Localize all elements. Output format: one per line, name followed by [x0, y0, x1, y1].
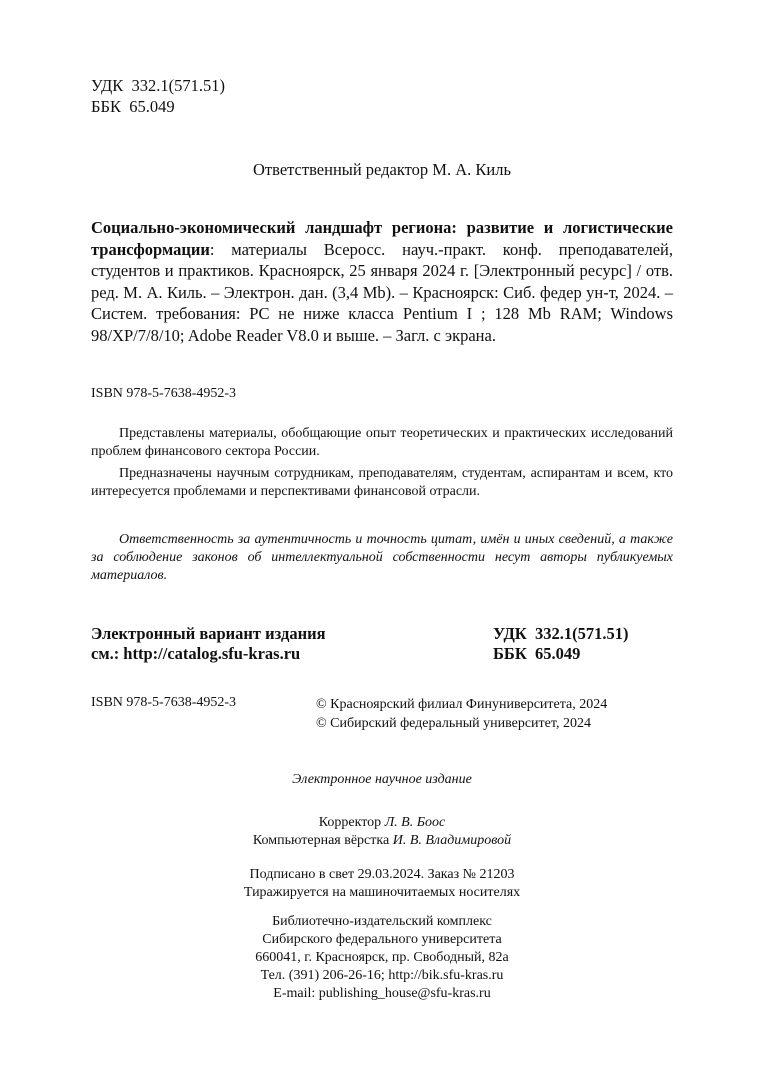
publisher-name: Сибирского федерального университета: [262, 932, 502, 947]
catalog-link: см.: http://catalog.sfu-kras.ru: [91, 644, 301, 663]
disclaimer: Ответственность за аутентичность и точность цитат, имён и иных сведений, а также за соблюдение законов об интеллектуальной собственности несут авторы публикуемых материалов.: [91, 532, 673, 583]
publisher-info: [0, 913, 764, 1003]
replication-line: Тиражируется на машиночитаемых носителях: [243, 885, 521, 900]
isbn: ISBN 978-5-7638-4952-3: [91, 695, 237, 710]
annotation: [91, 425, 673, 505]
corrector-name: Л. В. Боос: [384, 815, 446, 830]
bbk-code: ББК 65.049: [493, 644, 581, 663]
isbn: ISBN 978-5-7638-4952-3: [91, 386, 237, 401]
copyright: [316, 695, 607, 733]
copyright-line: © Красноярский филиал Финуниверситета, 2024: [316, 697, 608, 712]
udk-code: УДК 332.1(571.51): [91, 76, 226, 95]
copyright-line: © Сибирский федеральный университет, 2024: [316, 716, 591, 731]
bbk-code: ББК 65.049: [91, 97, 175, 116]
udk-code: УДК 332.1(571.51): [493, 624, 629, 643]
classification-header: [91, 75, 225, 117]
classification-footer: [493, 624, 629, 664]
corrector-line: [0, 814, 764, 832]
annotation-paragraph: Представлены материалы, обобщающие опыт теоретических и практических исследований проблем финансового сектора России.: [91, 426, 673, 459]
publisher-name: Библиотечно-издательский комплекс: [272, 914, 492, 929]
book-title: Социально-экономический ландшафт региона: развитие и логистические трансформации: [91, 218, 673, 259]
layout-line: [0, 832, 764, 850]
layout-label: Компьютерная вёрстка: [252, 833, 393, 848]
staff-credits: [0, 814, 764, 850]
publication-info: [0, 866, 764, 902]
bibliographic-description: [91, 217, 673, 347]
edition-type: Электронное научное издание: [292, 772, 472, 787]
annotation-paragraph: Предназначены научным сотрудникам, преподавателям, студентам, аспирантам и всем, кто интересуется проблемами и перспективами финансовой отрасли.: [91, 466, 673, 499]
publisher-phone: Тел. (391) 206-26-16; http://bik.sfu-kras.ru: [260, 968, 504, 983]
electronic-version: [91, 624, 326, 664]
bibliographic-details: : материалы Всеросс. науч.-практ. конф. преподавателей, студентов и практиков. Красноярск, 25 января 2024 г. [Электронный ресурс] / отв. ред. М. А. Киль. – Электрон. дан. (3,4 Mb). – Красноярск: Сиб. федер ун-т, 2024. – Систем. требования: PC не ниже класса Pentium I ; 128 Mb RAM; Windows 98/XP/7/8/10; Adobe Reader V8.0 и выше. – Загл. с экрана.: [91, 239, 673, 345]
layout-name: И. В. Владимировой: [392, 833, 512, 848]
publisher-address: 660041, г. Красноярск, пр. Свободный, 82а: [255, 950, 509, 965]
publisher-email: E-mail: publishing_house@sfu-kras.ru: [273, 986, 491, 1001]
electronic-version-label: Электронный вариант издания: [91, 624, 326, 643]
responsible-editor: Ответственный редактор М. А. Киль: [253, 160, 511, 179]
signed-line: Подписано в свет 29.03.2024. Заказ № 21203: [249, 867, 515, 882]
corrector-label: Корректор: [318, 815, 385, 830]
